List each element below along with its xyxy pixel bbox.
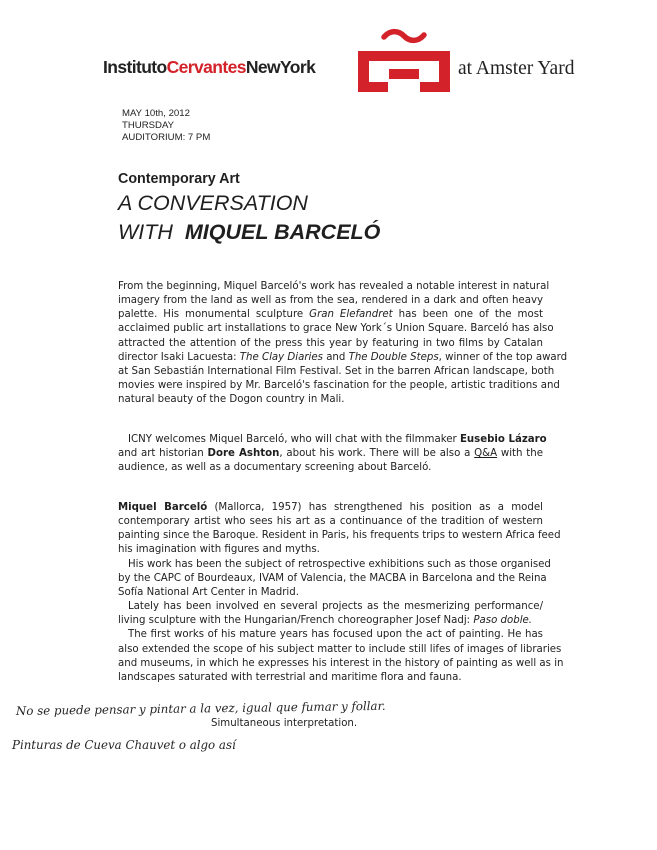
event-day: THURSDAY: [122, 120, 175, 131]
biography-paragraph: [118, 501, 564, 685]
title-prefix: WITH: [118, 220, 173, 244]
text-line: by the CAPC of Bourdeaux, IVAM of Valencia, the MACBA in Barcelona and the Reina: [118, 572, 547, 584]
handwritten-note: No se puede pensar y pintar a la vez, igual que fumar y follar.: [15, 698, 386, 718]
text-line: attracted the attention of the press this year by featuring in two films by Catalan: [118, 337, 543, 349]
text-span: palette. His monumental sculpture: [118, 309, 304, 321]
text-line: movies were inspired by Mr. Barceló's fascination for the people, artistic traditions and: [118, 380, 560, 392]
work-title: Paso doble.: [473, 615, 533, 627]
title-artist-name: MIQUEL BARCELÓ: [184, 220, 381, 244]
text-line: natural beauty of the Dogon country in Mali.: [118, 394, 345, 406]
text-line: From the beginning, Miquel Barceló's work has revealed a notable interest in natural: [118, 281, 550, 292]
institute-logo-text: [103, 57, 315, 78]
text-line: [118, 447, 543, 461]
text-line: landscapes saturated with terrestrial and maritime flora and fauna.: [118, 671, 462, 683]
sculpture-title: Gran Elefandret: [309, 309, 393, 321]
text-span: has been one of the most: [398, 309, 543, 321]
guest-name: Eusebio Lázaro: [459, 434, 547, 445]
text-line: contemporary artist who sees his art as a continuance of the tradition of western: [118, 516, 543, 528]
text-line: also extended the scope of his subject matter to include still lifes of images of libraries: [118, 643, 562, 655]
text-line: his imagination with figures and myths.: [118, 544, 320, 556]
text-line: The first works of his mature years has focused upon the act of painting. He has: [128, 629, 543, 641]
event-paragraph: [118, 433, 547, 475]
text-line: audience, as well as a documentary screening about Barceló.: [118, 462, 432, 474]
text-line: imagery from the land as well as from the sea, rendered in a dark and often heavy: [118, 295, 543, 307]
text-line: acclaimed public art installations to grace New York´s Union Square. Barceló has also: [118, 323, 554, 335]
title-line-2: [118, 220, 380, 245]
text-span: living sculpture with the Hungarian/French choreographer Josef Nadj:: [118, 615, 471, 627]
logo-part-cervantes: Cervantes: [166, 57, 246, 77]
event-meta: [122, 108, 210, 144]
text-line: and museums, in which he expresses his interest in the history of painting as well as in: [118, 657, 564, 669]
text-span: , winner of the top award: [438, 351, 568, 363]
text-line: [118, 351, 568, 365]
qa-link: Q&A: [474, 448, 498, 460]
text-line: painting since the Baroque. Resident in Paris, his frequents trips to western Africa feed: [118, 530, 561, 542]
film-title: The Clay Diaries: [239, 351, 323, 363]
handwritten-note: Pinturas de Cueva Chauvet o algo así: [12, 738, 236, 752]
event-date: MAY 10th, 2012: [122, 108, 190, 119]
text-line: at San Sebastián International Film Festival. Set in the barren African landscape, both: [118, 365, 555, 377]
text-span: and art historian: [118, 448, 204, 460]
intro-paragraph: [118, 280, 568, 407]
logo-part-newyork: NewYork: [245, 57, 316, 77]
venue-label: at Amster Yard: [458, 58, 575, 79]
title-line-1: A CONVERSATION: [118, 191, 308, 215]
category-heading: Contemporary Art: [118, 171, 240, 187]
text-line: [118, 614, 543, 628]
artist-name: Miquel Barceló: [118, 502, 208, 513]
text-line: His work has been the subject of retrospective exhibitions such as those organised: [128, 558, 551, 570]
guest-name: Dore Ashton: [207, 448, 280, 460]
text-span: with the: [500, 448, 543, 460]
film-title: The Double Steps: [348, 351, 439, 363]
text-line: [118, 501, 543, 515]
text-line: Sofía National Art Center in Madrid.: [118, 586, 299, 598]
text-line: [118, 433, 547, 447]
text-line: Lately has been involved en several projects as the mesmerizing performance/: [128, 601, 543, 613]
text-line: [118, 308, 543, 322]
text-span: and: [326, 351, 346, 363]
text-span: , about his work. There will be also a: [279, 448, 471, 460]
logo-part-instituto: Instituto: [103, 57, 167, 77]
text-span: director Isaki Lacuesta:: [118, 351, 237, 363]
event-location: AUDITORIUM: 7 PM: [122, 132, 211, 143]
text-span: (Mallorca, 1957) has strengthened his position as a model: [214, 502, 543, 513]
text-span: ICNY welcomes Miquel Barceló, who will chat with the filmmaker: [128, 434, 457, 445]
interpretation-caption: Simultaneous interpretation.: [211, 718, 358, 729]
cervantes-logo-mark-icon: [358, 28, 450, 92]
